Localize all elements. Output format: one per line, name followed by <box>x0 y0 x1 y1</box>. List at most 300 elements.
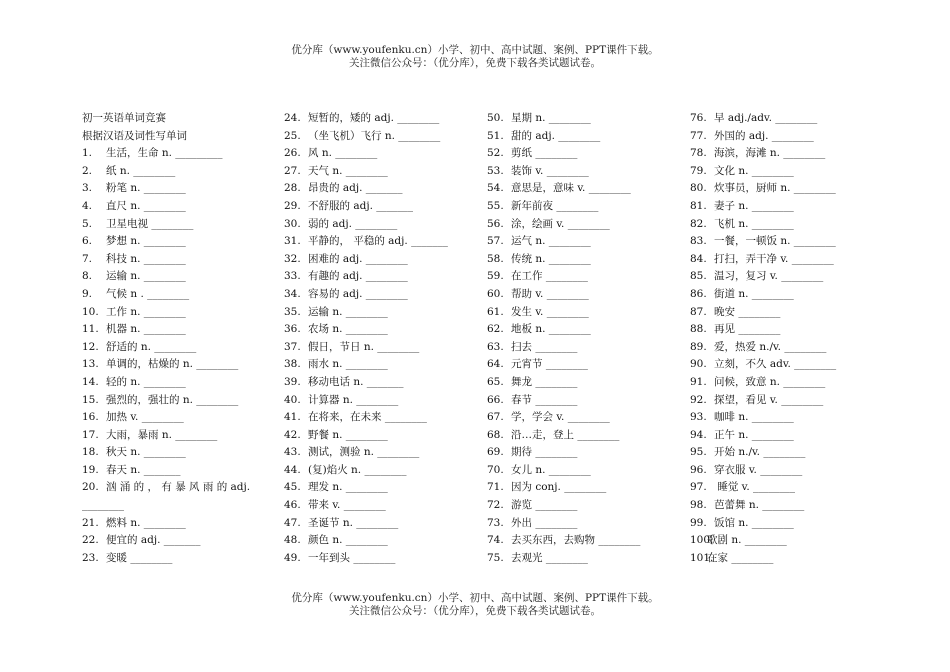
item-number: 56. <box>487 217 504 230</box>
word-item <box>82 268 262 286</box>
word-item <box>82 233 262 251</box>
item-number: 9. <box>82 287 93 300</box>
item-number: 82. <box>690 217 707 230</box>
word-item <box>82 427 262 445</box>
item-number: 73. <box>487 516 504 529</box>
doc-subtitle: 根据汉语及词性写单词 <box>82 129 187 142</box>
item-number: 69. <box>487 446 504 459</box>
item-prompt: 穿衣服 v. ________ <box>714 463 803 476</box>
word-item <box>690 286 836 304</box>
item-number: 87. <box>690 305 707 318</box>
page-header <box>0 44 950 70</box>
item-prompt: 立刻，不久 adv. ________ <box>714 358 837 371</box>
item-prompt: 运气 n. ________ <box>511 235 591 248</box>
item-prompt: 一年到头 ________ <box>308 551 396 564</box>
word-item <box>487 339 640 357</box>
item-number: 97. <box>690 481 707 494</box>
word-item <box>487 304 640 322</box>
item-number: 14. <box>82 375 99 388</box>
word-item <box>487 409 640 427</box>
word-item <box>284 233 448 251</box>
item-number: 19. <box>82 463 99 476</box>
item-number: 58. <box>487 252 504 265</box>
item-prompt: 地板 n. ________ <box>511 323 591 336</box>
word-item <box>487 479 640 497</box>
item-prompt: 雨水 n. ________ <box>308 358 388 371</box>
item-prompt: 探望，看见 v. ________ <box>714 393 824 406</box>
word-item <box>284 497 448 515</box>
word-item <box>487 251 640 269</box>
word-item <box>284 409 448 427</box>
word-item <box>284 145 448 163</box>
item-prompt: 不舒服的 adj. _______ <box>308 199 413 212</box>
item-prompt: 再见 ________ <box>714 323 781 336</box>
item-number: 77. <box>690 129 707 142</box>
word-item <box>284 392 448 410</box>
item-prompt: 春天 n. _______ <box>106 463 181 476</box>
item-number: 34. <box>284 287 301 300</box>
item-prompt: 装饰 v. ________ <box>511 164 589 177</box>
item-prompt: 秋天 n. ________ <box>106 446 186 459</box>
item-prompt: 新年前夜 ________ <box>511 199 599 212</box>
item-prompt: 轻的 n. ________ <box>106 375 186 388</box>
item-number: 18. <box>82 446 99 459</box>
footer-line-2: 关注微信公众号：（优分库），免费下载各类试题试卷。 <box>349 605 601 617</box>
word-item <box>284 479 448 497</box>
item-prompt: 风 n. ________ <box>308 147 378 160</box>
item-prompt: 运输 n. ________ <box>308 305 388 318</box>
item-number: 95. <box>690 446 707 459</box>
word-item <box>487 515 640 533</box>
word-item <box>82 145 262 163</box>
item-prompt: 有趣的 adj. ________ <box>308 270 408 283</box>
item-number: 70. <box>487 463 504 476</box>
item-prompt: 星期 n. ________ <box>511 112 591 124</box>
item-number: 20. <box>82 481 99 494</box>
item-prompt: 纸 n. ________ <box>106 164 176 177</box>
word-item <box>690 444 836 462</box>
footer-line-1: 优分库（www.youfenku.cn）小学、初中、高中试题、案例、PPT课件下载。 <box>291 592 659 604</box>
word-item <box>487 532 640 550</box>
word-item <box>82 163 262 181</box>
item-number: 71. <box>487 481 504 494</box>
item-number: 48. <box>284 534 301 547</box>
item-number: 85. <box>690 270 707 283</box>
item-prompt: 甜的 adj. ________ <box>511 129 601 142</box>
item-number: 24. <box>284 112 301 124</box>
word-item <box>690 392 836 410</box>
item-number: 16. <box>82 411 99 424</box>
word-item <box>82 392 262 410</box>
item-number: 45. <box>284 481 301 494</box>
item-prompt: 意思是，意味 v. ________ <box>511 182 631 195</box>
item-prompt: 饭馆 n. ________ <box>714 516 794 529</box>
item-prompt: 外国的 adj. ________ <box>714 129 814 142</box>
item-prompt: (复)焰火 n. ________ <box>308 463 407 476</box>
word-item <box>690 180 836 198</box>
item-prompt: 问候，致意 n. ________ <box>714 375 826 388</box>
item-number: 26. <box>284 147 301 160</box>
item-prompt: 早 adj./adv. ________ <box>714 112 818 124</box>
item-number: 46. <box>284 499 301 512</box>
item-prompt: 科技 n. ________ <box>106 252 186 265</box>
item-prompt: 涂，绘画 v. ________ <box>511 217 610 230</box>
item-prompt: 容易的 adj. ________ <box>308 287 408 300</box>
item-number: 15. <box>82 393 99 406</box>
item-number: 55. <box>487 199 504 212</box>
item-prompt: 直尺 n. ________ <box>106 199 186 212</box>
item-number: 52. <box>487 147 504 160</box>
item-number: 68. <box>487 428 504 441</box>
word-item <box>284 374 448 392</box>
item-prompt: 便宜的 adj. _______ <box>106 534 201 547</box>
item-number: 44. <box>284 463 301 476</box>
header-line-1: 优分库（www.youfenku.cn）小学、初中、高中试题、案例、PPT课件下载。 <box>291 44 659 56</box>
word-item <box>690 251 836 269</box>
word-item <box>487 268 640 286</box>
word-item <box>487 550 640 568</box>
item-number: 5. <box>82 217 93 230</box>
item-prompt: 海滨，海滩 n. ________ <box>714 147 826 160</box>
item-prompt: 歌剧 n. ________ <box>707 534 787 547</box>
item-number: 94. <box>690 428 707 441</box>
word-item <box>487 374 640 392</box>
word-item <box>82 550 262 568</box>
item-number: 75. <box>487 551 504 564</box>
word-item <box>82 180 262 198</box>
item-prompt: 发生 v. ________ <box>511 305 589 318</box>
item-prompt: 测试，测验 n. ________ <box>308 446 420 459</box>
word-item <box>82 409 262 427</box>
item-number: 96. <box>690 463 707 476</box>
item-prompt: 正午 n. ________ <box>714 428 794 441</box>
word-item <box>284 163 448 181</box>
item-number: 67. <box>487 411 504 424</box>
word-item <box>487 216 640 234</box>
item-prompt: 帮助 v. ________ <box>511 287 589 300</box>
word-item <box>82 216 262 234</box>
item-prompt: 生活，生命 n. _________ <box>106 147 223 160</box>
word-item <box>690 532 836 550</box>
item-prompt: 因为 conj. ________ <box>511 481 607 494</box>
item-number: 84. <box>690 252 707 265</box>
item-number: 59. <box>487 270 504 283</box>
item-prompt: 舒适的 n. ________ <box>106 340 197 353</box>
word-item <box>487 286 640 304</box>
word-item <box>690 356 836 374</box>
item-number: 30. <box>284 217 301 230</box>
item-prompt: 去观光 ________ <box>511 551 588 564</box>
word-item <box>690 233 836 251</box>
item-number: 7. <box>82 252 93 265</box>
word-item <box>690 145 836 163</box>
item-number: 8. <box>82 270 93 283</box>
item-number: 89. <box>690 340 707 353</box>
word-item <box>284 251 448 269</box>
word-item <box>284 268 448 286</box>
item-number: 72. <box>487 499 504 512</box>
item-number: 31. <box>284 235 301 248</box>
item-number: 3. <box>82 182 93 195</box>
word-item <box>690 198 836 216</box>
item-prompt: 移动电话 n. _______ <box>308 375 404 388</box>
item-prompt: 晚安 ________ <box>714 305 781 318</box>
word-item <box>487 145 640 163</box>
item-prompt: 农场 n. ________ <box>308 323 388 336</box>
item-number: 99. <box>690 516 707 529</box>
word-item <box>82 356 262 374</box>
item-number: 92. <box>690 393 707 406</box>
word-item <box>82 479 262 514</box>
word-item <box>82 198 262 216</box>
item-prompt: 沿…走，登上 ________ <box>511 428 620 441</box>
item-number: 83. <box>690 235 707 248</box>
word-column-1 <box>82 110 262 567</box>
word-item <box>284 128 448 146</box>
item-prompt: 温习，复习 v. ________ <box>714 270 824 283</box>
item-number: 62. <box>487 323 504 336</box>
item-prompt: 芭蕾舞 n. ________ <box>714 499 805 512</box>
word-column-2 <box>284 110 448 567</box>
item-number: 50. <box>487 112 504 124</box>
word-item <box>284 216 448 234</box>
item-prompt: 运输 n. ________ <box>106 270 186 283</box>
word-item <box>487 233 640 251</box>
word-item <box>487 392 640 410</box>
item-number: 74. <box>487 534 504 547</box>
item-prompt: 游览 ________ <box>511 499 578 512</box>
word-item <box>690 128 836 146</box>
word-item <box>487 198 640 216</box>
item-number: 2. <box>82 164 93 177</box>
item-number: 35. <box>284 305 301 318</box>
item-number: 39. <box>284 375 301 388</box>
item-prompt: 单调的，枯燥的 n. ________ <box>106 358 239 371</box>
word-item <box>690 462 836 480</box>
item-prompt: 带来 v. ________ <box>308 499 386 512</box>
word-item <box>487 444 640 462</box>
word-item <box>82 251 262 269</box>
item-prompt: 学，学会 v. ________ <box>511 411 610 424</box>
item-number: 37. <box>284 340 301 353</box>
item-prompt: 粉笔 n. ________ <box>106 182 186 195</box>
item-prompt: 外出 ________ <box>511 516 578 529</box>
item-number: 43. <box>284 446 301 459</box>
item-prompt: 传统 n. ________ <box>511 252 591 265</box>
item-number: 13. <box>82 358 99 371</box>
item-prompt: 短暂的，矮的 adj. ________ <box>308 112 440 124</box>
item-prompt: 计算器 n. ________ <box>308 393 399 406</box>
item-number: 86. <box>690 287 707 300</box>
item-prompt: 变暖 ________ <box>106 551 173 564</box>
item-number: 12. <box>82 340 99 353</box>
item-prompt: 天气 n. ________ <box>308 164 388 177</box>
item-number: 53. <box>487 164 504 177</box>
word-item <box>487 462 640 480</box>
item-prompt: 期待 ________ <box>511 446 578 459</box>
item-number: 51. <box>487 129 504 142</box>
item-number: 57. <box>487 235 504 248</box>
item-number: 76. <box>690 112 707 124</box>
word-item <box>690 479 836 497</box>
word-item <box>82 374 262 392</box>
item-number: 29. <box>284 199 301 212</box>
item-prompt: 强烈的，强壮的 n. ________ <box>106 393 239 406</box>
item-prompt: 加热 v. ________ <box>106 411 184 424</box>
word-item <box>690 515 836 533</box>
item-number: 101. <box>690 551 714 564</box>
word-item <box>690 427 836 445</box>
item-prompt: 野餐 n. ________ <box>308 428 388 441</box>
word-column-3 <box>487 110 640 567</box>
item-number: 91. <box>690 375 707 388</box>
item-number: 60. <box>487 287 504 300</box>
word-item <box>487 321 640 339</box>
item-prompt: 打扫，弄干净 v. ________ <box>714 252 834 265</box>
word-item <box>82 462 262 480</box>
item-number: 32. <box>284 252 301 265</box>
word-item <box>690 339 836 357</box>
word-item <box>284 180 448 198</box>
item-prompt: 在家 ________ <box>707 551 774 564</box>
item-number: 41. <box>284 411 301 424</box>
item-number: 49. <box>284 551 301 564</box>
item-number: 27. <box>284 164 301 177</box>
item-prompt: 汹 涌 的 ， 有 暴 风 雨 的 adj. ________ <box>82 481 251 512</box>
item-prompt: 梦想 n. ________ <box>106 235 186 248</box>
item-number: 40. <box>284 393 301 406</box>
item-prompt: 扫去 ________ <box>511 340 578 353</box>
item-prompt: 睡觉 v. ________ <box>714 481 796 494</box>
item-number: 88. <box>690 323 707 336</box>
item-number: 63. <box>487 340 504 353</box>
word-item <box>82 515 262 533</box>
item-number: 10. <box>82 305 99 318</box>
item-prompt: 咖啡 n. ________ <box>714 411 794 424</box>
item-prompt: 舞龙 ________ <box>511 375 578 388</box>
item-prompt: 爱，热爱 n./v. ________ <box>714 340 827 353</box>
item-number: 61. <box>487 305 504 318</box>
doc-title: 初一英语单词竞赛 <box>82 112 166 124</box>
word-item <box>284 339 448 357</box>
word-column-4 <box>690 110 836 567</box>
item-number: 6. <box>82 235 93 248</box>
item-number: 33. <box>284 270 301 283</box>
word-item <box>284 444 448 462</box>
item-prompt: 元宵节 ________ <box>511 358 588 371</box>
item-prompt: 困难的 adj. ________ <box>308 252 408 265</box>
item-prompt: 在将来，在未来 ________ <box>308 411 427 424</box>
item-prompt: 春节 ________ <box>511 393 578 406</box>
item-prompt: 一餐，一顿饭 n. ________ <box>714 235 836 248</box>
item-prompt: 女儿 n. ________ <box>511 463 591 476</box>
item-number: 38. <box>284 358 301 371</box>
word-item <box>284 532 448 550</box>
header-line-2: 关注微信公众号：（优分库），免费下载各类试题试卷。 <box>349 57 601 69</box>
word-item <box>690 268 836 286</box>
word-item <box>82 321 262 339</box>
item-prompt: 飞机 n. ________ <box>714 217 794 230</box>
word-item <box>82 444 262 462</box>
word-item <box>690 304 836 322</box>
item-number: 65. <box>487 375 504 388</box>
word-item <box>690 216 836 234</box>
item-prompt: 文化 n. ________ <box>714 164 794 177</box>
word-item <box>690 163 836 181</box>
word-item <box>284 515 448 533</box>
item-number: 23. <box>82 551 99 564</box>
word-item <box>690 374 836 392</box>
item-number: 78. <box>690 147 707 160</box>
item-number: 47. <box>284 516 301 529</box>
word-item <box>284 550 448 568</box>
word-item <box>284 286 448 304</box>
item-number: 4. <box>82 199 93 212</box>
word-item <box>284 198 448 216</box>
word-item <box>487 110 640 128</box>
item-number: 100. <box>690 534 714 547</box>
item-number: 21. <box>82 516 99 529</box>
item-number: 22. <box>82 534 99 547</box>
item-number: 93. <box>690 411 707 424</box>
item-prompt: 去买东西，去购物 ________ <box>511 534 641 547</box>
word-item <box>690 110 836 128</box>
item-number: 80. <box>690 182 707 195</box>
word-item <box>284 321 448 339</box>
word-item <box>284 462 448 480</box>
word-item <box>690 321 836 339</box>
item-prompt: 弱的 adj. ________ <box>308 217 398 230</box>
item-number: 17. <box>82 428 99 441</box>
item-prompt: 在工作 ________ <box>511 270 588 283</box>
word-item <box>487 356 640 374</box>
item-prompt: 工作 n. ________ <box>106 305 186 318</box>
item-prompt: 气候 n . ________ <box>106 287 190 300</box>
item-number: 66. <box>487 393 504 406</box>
item-number: 28. <box>284 182 301 195</box>
item-number: 42. <box>284 428 301 441</box>
word-item <box>284 356 448 374</box>
item-prompt: 平静的， 平稳的 adj. _______ <box>308 235 448 248</box>
item-prompt: 炊事员，厨师 n. ________ <box>714 182 836 195</box>
item-prompt: 昂贵的 adj. _______ <box>308 182 403 195</box>
word-item <box>284 304 448 322</box>
item-number: 36. <box>284 323 301 336</box>
word-item <box>487 497 640 515</box>
word-item <box>487 128 640 146</box>
word-item <box>284 427 448 445</box>
word-item <box>284 110 448 128</box>
word-item <box>487 163 640 181</box>
item-number: 25. <box>284 129 301 142</box>
item-prompt: 燃料 n. ________ <box>106 516 186 529</box>
item-prompt: 理发 n. ________ <box>308 481 388 494</box>
item-number: 90. <box>690 358 707 371</box>
item-number: 54. <box>487 182 504 195</box>
item-prompt: 大雨，暴雨 n. ________ <box>106 428 218 441</box>
word-item <box>487 180 640 198</box>
item-prompt: 街道 n. ________ <box>714 287 794 300</box>
word-item <box>690 550 836 568</box>
item-number: 1. <box>82 147 93 160</box>
word-item <box>82 286 262 304</box>
item-prompt: 剪纸 ________ <box>511 147 578 160</box>
word-item <box>690 497 836 515</box>
item-number: 64. <box>487 358 504 371</box>
item-prompt: 假日，节日 n. ________ <box>308 340 420 353</box>
item-number: 98. <box>690 499 707 512</box>
word-item <box>487 427 640 445</box>
